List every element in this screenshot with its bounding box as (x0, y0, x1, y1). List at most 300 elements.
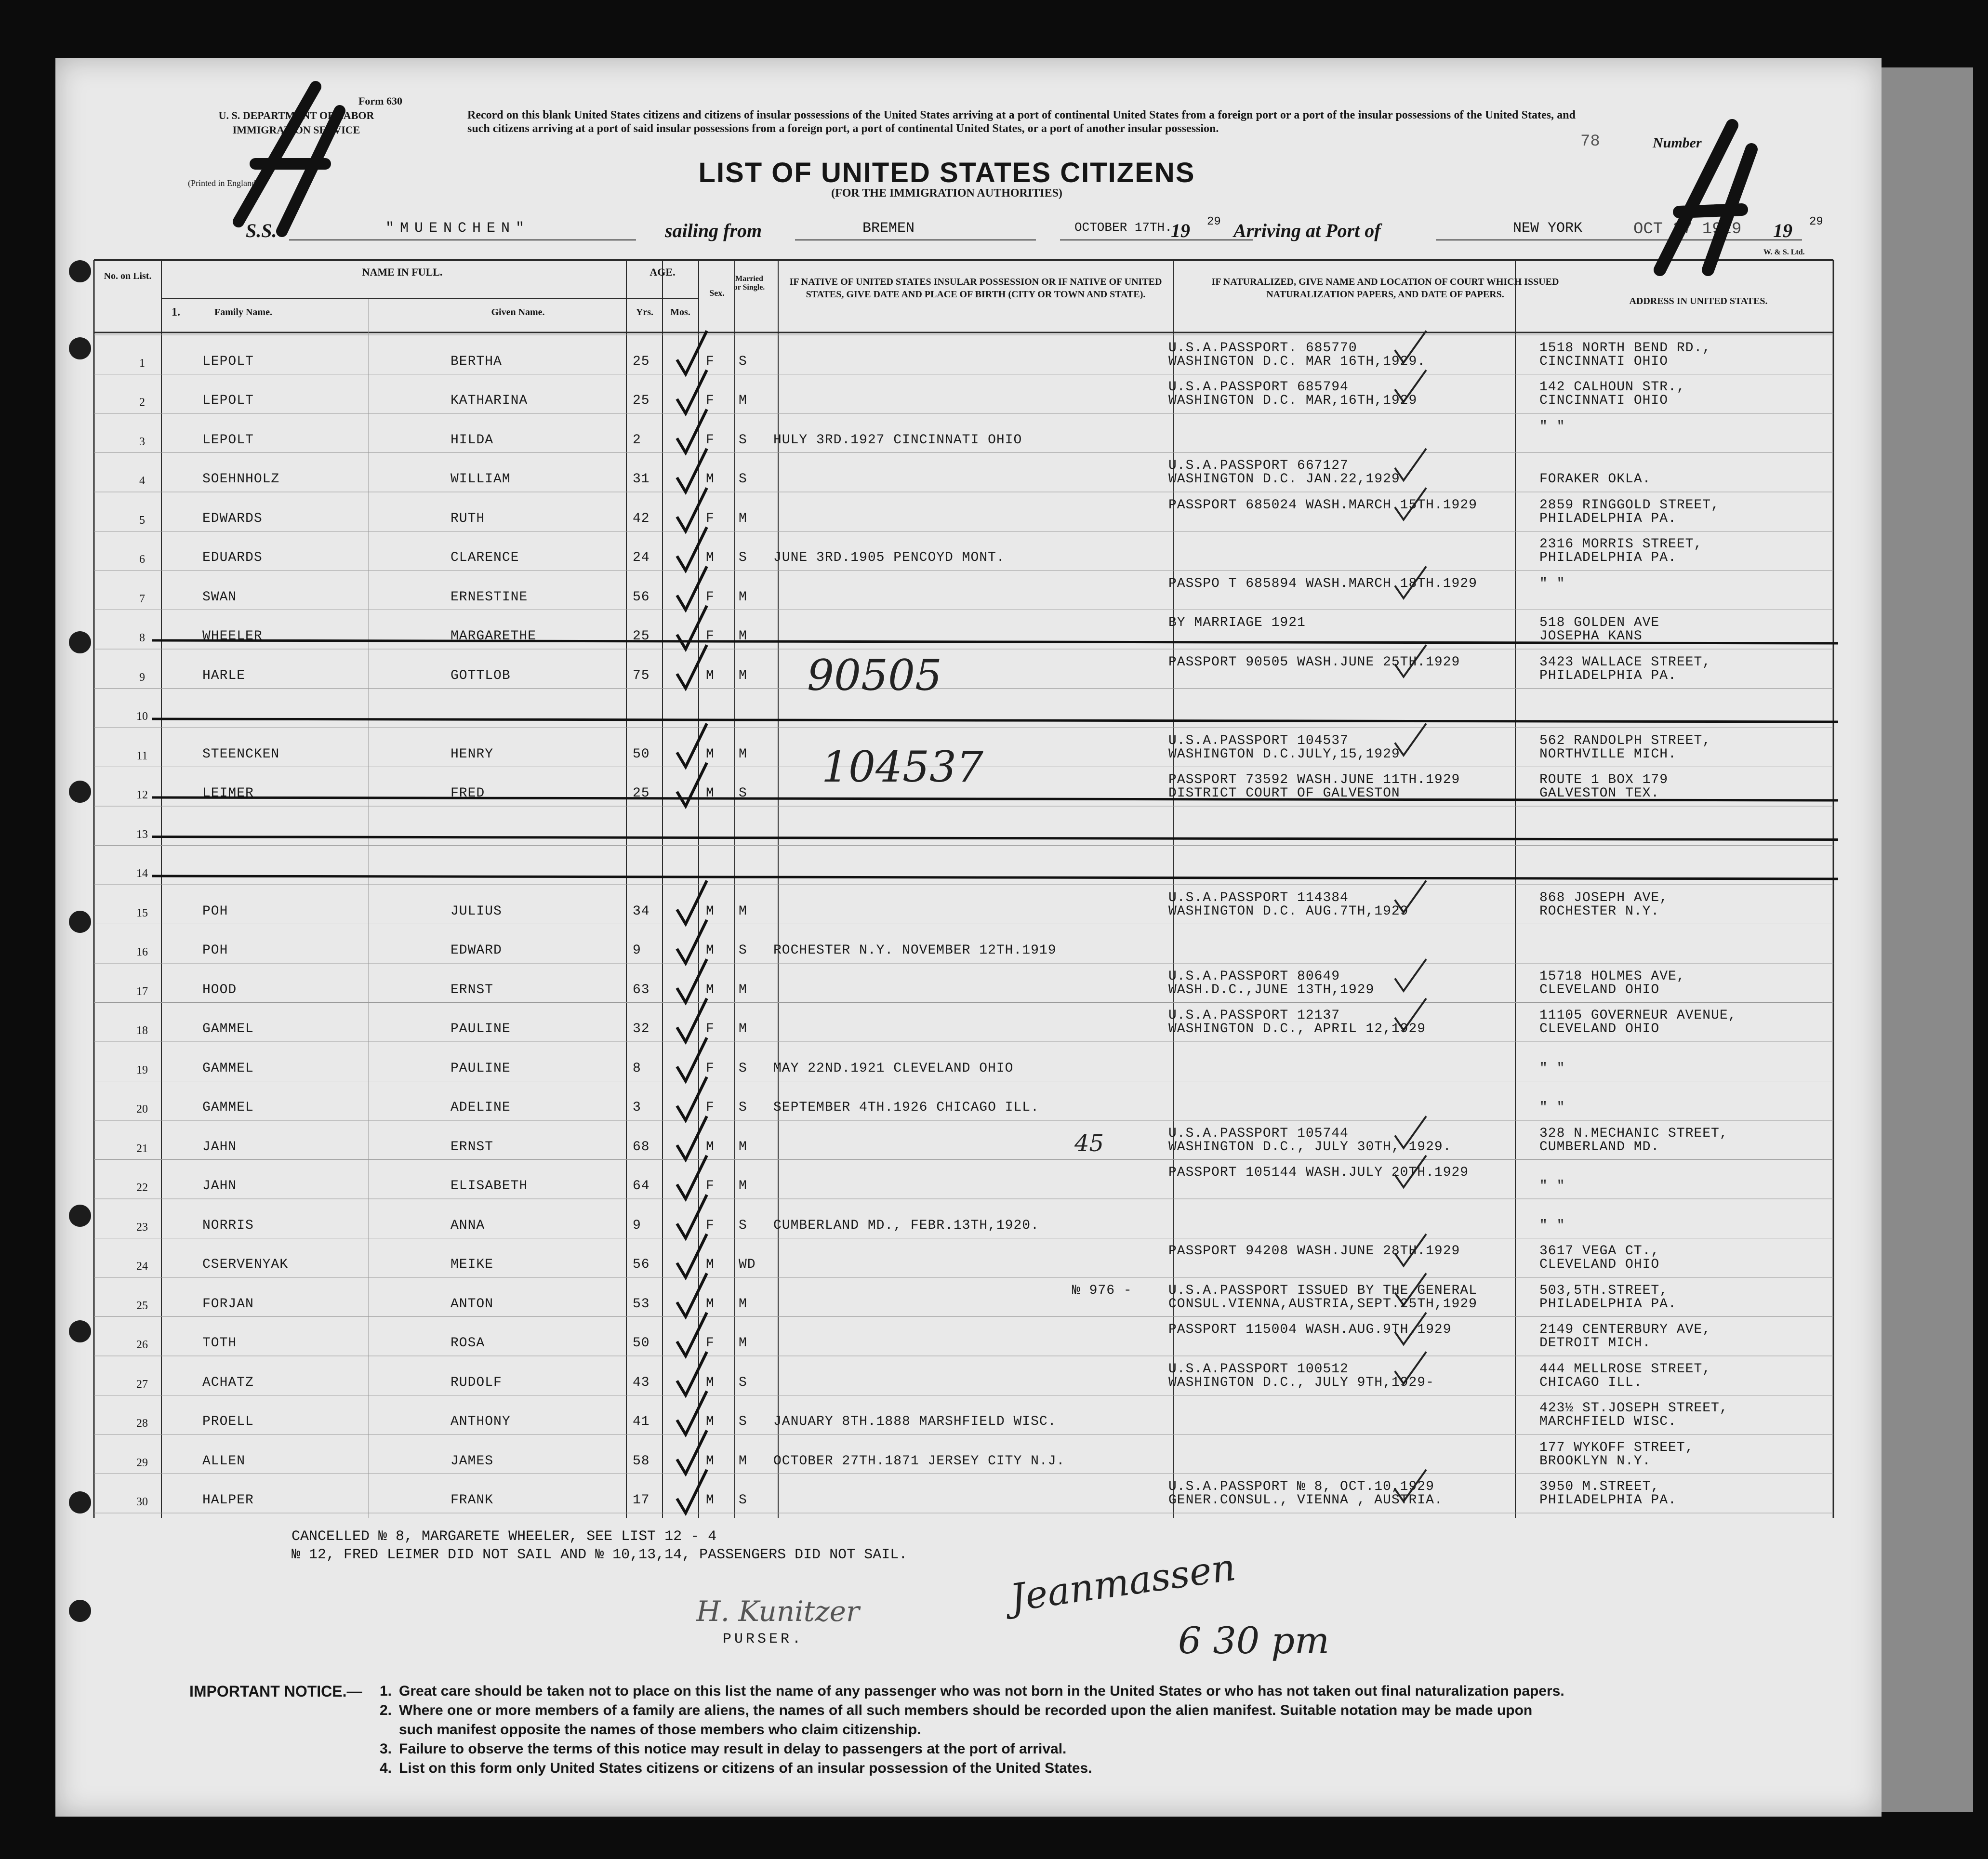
given-name: MEIKE (451, 1257, 494, 1272)
given-name: FRANK (451, 1493, 494, 1508)
family-name: ALLEN (202, 1453, 246, 1469)
address-line-2: CLEVELAND OHIO (1539, 1022, 1660, 1036)
check-mark (677, 331, 707, 374)
address-line-1: 868 JOSEPH AVE, (1539, 890, 1669, 905)
address-line-2: PHILADELPHIA PA. (1539, 1493, 1677, 1508)
naturalization-line-2: WASHINGTON D.C. AUG.7TH,1929 (1168, 903, 1409, 919)
age-years: 68 (633, 1139, 650, 1155)
address-line-2: GALVESTON TEX. (1539, 786, 1660, 801)
address-line-2: " " (1539, 1100, 1565, 1115)
address-line-1: 1518 NORTH BEND RD., (1539, 340, 1711, 356)
naturalization-line-1: U.S.A.PASSPORT 104537 (1168, 733, 1349, 748)
address-line-2: DETROIT MICH. (1539, 1336, 1651, 1351)
marital-status: S (739, 432, 747, 448)
family-name: PROELL (202, 1414, 254, 1429)
sex: F (706, 1179, 715, 1194)
row-number: 21 (136, 1142, 148, 1155)
address-line-1: 15718 HOLMES AVE, (1539, 969, 1685, 984)
age-years: 25 (633, 786, 650, 801)
handwritten-number-row9: 90505 (807, 651, 942, 700)
header-name-in-full: NAME IN FULL. (362, 266, 443, 278)
notice-label: IMPORTANT NOTICE.— (189, 1683, 362, 1700)
address-line-2: JOSEPHA KANS (1539, 629, 1643, 644)
row-number: 24 (136, 1260, 148, 1273)
address-line-2: FORAKER OKLA. (1539, 472, 1651, 487)
address-line-2: PHILADELPHIA PA. (1539, 511, 1677, 526)
check-mark (677, 1274, 707, 1317)
port-from: BREMEN (862, 220, 915, 237)
row-number: 4 (139, 475, 145, 487)
check-mark (677, 1155, 707, 1199)
marital-status: S (739, 354, 747, 369)
check-mark (677, 763, 707, 806)
department-name: U. S. DEPARTMENT OF LABOR (218, 109, 374, 121)
naturalization-line-1: U.S.A.PASSPORT 105744 (1168, 1126, 1349, 1141)
cancellation-note: CANCELLED № 8, MARGARETE WHEELER, SEE LIST 12 - 4 (292, 1528, 717, 1545)
address-line-1: 503,5TH.STREET, (1539, 1283, 1669, 1298)
row-number: 7 (139, 592, 145, 605)
sex: M (706, 472, 715, 487)
naturalization-prefix: № 976 - (1072, 1283, 1132, 1298)
naturalization-line-2: DISTRICT COURT OF GALVESTON (1168, 786, 1400, 801)
sex: M (706, 1453, 715, 1469)
family-name: GAMMEL (202, 1022, 254, 1036)
family-name: LEIMER (202, 786, 254, 801)
address-line-2: CLEVELAND OHIO (1539, 982, 1660, 997)
address-line-2: BROOKLYN N.Y. (1539, 1453, 1651, 1469)
row-number: 12 (136, 789, 148, 801)
row-number: 11 (136, 749, 148, 762)
address-line-1: 142 CALHOUN STR., (1539, 380, 1685, 395)
row-number: 19 (136, 1063, 148, 1076)
inspector-signature: Jeanmassen (1007, 1545, 1239, 1620)
sex: M (706, 1139, 715, 1155)
sex: F (706, 393, 715, 408)
naturalization-line-2: WASHINGTON D.C., JULY 30TH, 1929. (1168, 1139, 1452, 1155)
row-number: 14 (136, 867, 148, 880)
row-number: 23 (136, 1221, 148, 1234)
age-years: 9 (633, 1218, 641, 1233)
sex: F (706, 432, 715, 448)
age-years: 75 (633, 668, 650, 683)
handwritten-number-row21: 45 (1074, 1130, 1104, 1157)
marital-status: M (739, 1022, 747, 1036)
marital-status: S (739, 1061, 747, 1076)
handwritten-number-row11: 104537 (822, 742, 983, 792)
sex: F (706, 511, 715, 526)
naturalization-line-1: BY MARRIAGE 1921 (1168, 615, 1306, 630)
row-number: 18 (136, 1024, 148, 1037)
naturalization-line-1: U.S.A.PASSPORT 114384 (1168, 890, 1349, 905)
printed-in-note: (Printed in England (188, 178, 256, 188)
marital-status: M (739, 668, 747, 683)
given-name: ERNESTINE (451, 589, 528, 605)
naturalization-line-1: U.S.A.PASSPORT 667127 (1168, 458, 1349, 473)
marital-status: S (739, 1414, 747, 1429)
naturalization-line-1: PASSPORT 115004 WASH.AUG.9TH.1929 (1168, 1322, 1452, 1337)
naturalization-line-2: CONSUL.VIENNA,AUSTRIA,SEPT.25TH,1929 (1168, 1296, 1477, 1312)
marital-status: M (739, 982, 747, 997)
check-mark (677, 959, 707, 1003)
given-name: ROSA (451, 1336, 485, 1351)
check-mark (677, 1313, 707, 1356)
arriving-label: Arriving at Port of (1233, 220, 1381, 241)
birthplace: HULY 3RD.1927 CINCINNATI OHIO (773, 432, 1022, 448)
family-name: ACHATZ (202, 1375, 254, 1390)
row-number: 22 (136, 1182, 148, 1194)
check-mark (677, 998, 707, 1042)
row-number: 16 (136, 946, 148, 958)
address-line-1: 177 WYKOFF STREET, (1539, 1440, 1694, 1455)
sex: F (706, 1061, 715, 1076)
address-line-2: CINCINNATI OHIO (1539, 354, 1669, 369)
address-line-1: 3617 VEGA CT., (1539, 1244, 1660, 1259)
age-years: 63 (633, 982, 650, 997)
check-mark (677, 410, 707, 453)
given-name: ERNST (451, 982, 494, 997)
marital-status: S (739, 472, 747, 487)
row-number: 13 (136, 828, 148, 841)
arrival-date-stamp: OCT 27 1929 (1633, 220, 1742, 239)
family-name: LEPOLT (202, 393, 254, 408)
given-name: ANNA (451, 1218, 485, 1233)
year-prefix: 19 (1171, 220, 1190, 241)
check-mark (677, 920, 707, 963)
birthplace: ROCHESTER N.Y. NOVEMBER 12TH.1919 (773, 943, 1057, 958)
check-mark (677, 1038, 707, 1081)
naturalization-line-1: U.S.A.PASSPORT 100512 (1168, 1361, 1349, 1377)
row-number: 20 (136, 1103, 148, 1115)
address-line-2: CLEVELAND OHIO (1539, 1257, 1660, 1272)
sex: F (706, 1218, 715, 1233)
arrival-year-prefix: 19 (1773, 220, 1792, 241)
marital-status: S (739, 1218, 747, 1233)
given-name: HILDA (451, 432, 494, 448)
check-mark (677, 1470, 707, 1513)
sex: M (706, 982, 715, 997)
sex: F (706, 1022, 715, 1036)
check-mark (677, 1391, 707, 1434)
naturalization-line-2: GENER.CONSUL., VIENNA , AUSTRIA. (1168, 1493, 1443, 1508)
address-line-2: NORTHVILLE MICH. (1539, 746, 1677, 762)
row-number: 2 (139, 396, 145, 409)
family-name: SOEHNHOLZ (202, 472, 280, 487)
row-number: 9 (139, 671, 145, 684)
sex: M (706, 903, 715, 919)
address-line-2: PHILADELPHIA PA. (1539, 550, 1677, 565)
address-line-1: 3950 M.STREET, (1539, 1479, 1660, 1494)
given-name: RUDOLF (451, 1375, 502, 1390)
age-years: 9 (633, 943, 641, 958)
sex: M (706, 1296, 715, 1312)
row-number: 10 (136, 710, 148, 723)
sex: M (706, 1257, 715, 1272)
birthplace: CUMBERLAND MD., FEBR.13TH,1920. (773, 1218, 1039, 1233)
manifest-page (55, 58, 1882, 1817)
check-mark (677, 527, 707, 571)
family-name: SWAN (202, 589, 237, 605)
marital-status: M (739, 589, 747, 605)
row-number: 26 (136, 1339, 148, 1351)
family-name: GAMMEL (202, 1061, 254, 1076)
row-number: 27 (136, 1378, 148, 1391)
check-mark (677, 488, 707, 531)
naturalization-line-2: WASHINGTON D.C. JAN.22,1929 (1168, 472, 1400, 487)
naturalization-line-1: PASSPORT 105144 WASH.JULY 20TH.1929 (1168, 1165, 1469, 1180)
age-years: 43 (633, 1375, 650, 1390)
address-line-2: " " (1539, 1218, 1565, 1233)
family-name: EDWARDS (202, 511, 263, 526)
given-name: MARGARETHE (451, 629, 537, 644)
sex: M (706, 1375, 715, 1390)
check-mark (677, 1116, 707, 1160)
notice-item-number: 3. (380, 1741, 392, 1757)
family-name: JAHN (202, 1139, 237, 1155)
sex: F (706, 354, 715, 369)
purser-label: PURSER. (723, 1631, 804, 1647)
age-years: 53 (633, 1296, 650, 1312)
age-years: 50 (633, 746, 650, 762)
age-years: 34 (633, 903, 650, 919)
given-name: CLARENCE (451, 550, 519, 565)
given-name: HENRY (451, 746, 494, 762)
given-name: ANTHONY (451, 1414, 511, 1429)
family-name: LEPOLT (202, 354, 254, 369)
marital-status: S (739, 1493, 747, 1508)
check-mark (677, 606, 707, 649)
age-years: 25 (633, 629, 650, 644)
address-line-2: CHICAGO ILL. (1539, 1375, 1643, 1390)
header-given-name: Given Name. (491, 307, 545, 318)
family-name: LEPOLT (202, 432, 254, 448)
marital-status: M (739, 629, 747, 644)
check-mark (677, 724, 707, 767)
given-name: BERTHA (451, 354, 502, 369)
marital-status: M (739, 1296, 747, 1312)
marital-status: S (739, 550, 747, 565)
back-sheet-edge (1869, 67, 1973, 1812)
given-name: JULIUS (451, 903, 502, 919)
age-years: 24 (633, 550, 650, 565)
address-line-1: 423½ ST.JOSEPH STREET, (1539, 1401, 1728, 1416)
row-number: 3 (139, 435, 145, 448)
header-family-prefix: 1. (172, 306, 180, 319)
marital-status: M (739, 1139, 747, 1155)
family-name: GAMMEL (202, 1100, 254, 1115)
list-number-value: 78 (1580, 133, 1600, 151)
address-line-1: 3423 WALLACE STREET, (1539, 654, 1711, 670)
naturalization-line-1: U.S.A.PASSPORT ISSUED BY THE GENERAL (1168, 1283, 1477, 1298)
sex: F (706, 589, 715, 605)
naturalization-line-2: WASHINGTON D.C. MAR,16TH,1929 (1168, 393, 1418, 408)
header-no-on-list: No. on List. (104, 271, 152, 281)
row-number: 8 (139, 632, 145, 644)
header-native-birthplace: IF NATIVE OF UNITED STATES INSULAR POSSESSION OR IF NATIVE OF UNITED STATES, GIVE DATE AND PLACE OF BIRTH (CITY OR TOWN AND STATE). (789, 277, 1162, 300)
naturalization-line-1: U.S.A.PASSPORT. 685770 (1168, 340, 1357, 356)
naturalization-check-mark (1395, 959, 1426, 991)
age-years: 32 (633, 1022, 650, 1036)
given-name: ELISABETH (451, 1179, 528, 1194)
header-naturalization: IF NATURALIZED, GIVE NAME AND LOCATION OF COURT WHICH ISSUED NATURALIZATION PAPERS, AND DATE OF PAPERS. (1211, 277, 1559, 300)
address-line-1: " " (1539, 576, 1565, 591)
service-name: IMMIGRATION SERVICE (232, 124, 360, 136)
family-name: EDUARDS (202, 550, 263, 565)
page-title: LIST OF UNITED STATES CITIZENS (698, 157, 1195, 188)
sex: M (706, 943, 715, 958)
marital-status: M (739, 1179, 747, 1194)
sex: F (706, 1100, 715, 1115)
sex: M (706, 746, 715, 762)
given-name: KATHARINA (451, 393, 528, 408)
marital-status: WD (739, 1257, 756, 1272)
row-number: 15 (136, 906, 148, 919)
check-mark (677, 567, 707, 610)
given-name: FRED (451, 786, 485, 801)
address-line-1: ROUTE 1 BOX 179 (1539, 772, 1669, 787)
row-number: 1 (139, 357, 145, 370)
age-years: 25 (633, 354, 650, 369)
check-mark (677, 370, 707, 413)
address-line-1: " " (1539, 419, 1565, 434)
row-number: 29 (136, 1456, 148, 1469)
age-years: 31 (633, 472, 650, 487)
age-years: 41 (633, 1414, 650, 1429)
sailing-from-label: sailing from (665, 220, 762, 241)
naturalization-line-1: PASSPO T 685894 WASH.MARCH 18TH.1929 (1168, 576, 1477, 591)
given-name: WILLIAM (451, 472, 511, 487)
naturalization-line-1: U.S.A.PASSPORT 80649 (1168, 969, 1340, 984)
given-name: ADELINE (451, 1100, 511, 1115)
given-name: PAULINE (451, 1061, 511, 1076)
page-subtitle: (FOR THE IMMIGRATION AUTHORITIES) (831, 187, 1062, 199)
sex: M (706, 786, 715, 801)
header-family-name: Family Name. (214, 307, 272, 318)
age-years: 58 (633, 1453, 650, 1469)
notice-item-number: 4. (380, 1760, 392, 1776)
notice-item-text: Failure to observe the terms of this notice may result in delay to passengers at the port of arrival. (399, 1741, 1067, 1757)
list-number-label: Number (1653, 135, 1702, 151)
birthplace: SEPTEMBER 4TH.1926 CHICAGO ILL. (773, 1100, 1039, 1115)
marital-status: M (739, 393, 747, 408)
family-name: FORJAN (202, 1296, 254, 1312)
sex: M (706, 550, 715, 565)
address-line-2: " " (1539, 1061, 1565, 1076)
address-line-1: 562 RANDOLPH STREET, (1539, 733, 1711, 748)
naturalization-line-1: PASSPORT 73592 WASH.JUNE 11TH.1929 (1168, 772, 1460, 787)
birthplace: OCTOBER 27TH.1871 JERSEY CITY N.J. (773, 1453, 1065, 1469)
age-years: 56 (633, 1257, 650, 1272)
address-line-1: 518 GOLDEN AVE (1539, 615, 1660, 630)
address-line-2: ROCHESTER N.Y. (1539, 903, 1660, 919)
header-address: ADDRESS IN UNITED STATES. (1629, 296, 1768, 306)
sex: M (706, 1414, 715, 1429)
birthplace: JANUARY 8TH.1888 MARSHFIELD WISC. (773, 1414, 1057, 1429)
family-name: WHEELER (202, 629, 263, 644)
given-name: ERNST (451, 1139, 494, 1155)
address-line-1: 444 MELLROSE STREET, (1539, 1361, 1711, 1377)
family-name: HOOD (202, 982, 237, 997)
naturalization-line-2: WASHINGTON D.C., JULY 9TH,1929- (1168, 1375, 1434, 1390)
family-name: CSERVENYAK (202, 1257, 289, 1272)
family-name: HARLE (202, 668, 246, 683)
address-line-2: MARCHFIELD WISC. (1539, 1414, 1677, 1429)
intro-instructions: Record on this blank United States citizens and citizens of insular possessions of the United States arriving at a port of continental United States from a foreign port or a port of the insular possessions of the United States, and such citizens arriving at a port of said insular possessions from a foreign port, a port of continental United States, or a port of another insular possession. (467, 109, 1576, 135)
ship-prefix: S.S. (246, 220, 277, 241)
marital-status: S (739, 786, 747, 801)
given-name: PAULINE (451, 1022, 511, 1036)
purser-signature: H. Kunitzer (696, 1595, 860, 1628)
notice-item-text: Where one or more members of a family are aliens, the names of all such members should be recorded upon the alien manifest. Suitable notation may be made upon (399, 1702, 1533, 1718)
check-mark (677, 1195, 707, 1238)
address-line-2: PHILADELPHIA PA. (1539, 668, 1677, 683)
naturalization-line-2: WASHINGTON D.C.JULY,15,1929 (1168, 746, 1400, 762)
check-mark (677, 881, 707, 924)
age-years: 50 (633, 1336, 650, 1351)
age-years: 25 (633, 393, 650, 408)
marital-status: M (739, 511, 747, 526)
family-name: HALPER (202, 1493, 254, 1508)
naturalization-line-1: U.S.A.PASSPORT 12137 (1168, 1008, 1340, 1023)
notice-item-text: such manifest opposite the names of those members who claim citizenship. (399, 1722, 921, 1738)
address-line-1: 328 N.MECHANIC STREET, (1539, 1126, 1728, 1141)
check-mark (677, 1431, 707, 1474)
family-name: POH (202, 903, 228, 919)
naturalization-line-1: PASSPORT 90505 WASH.JUNE 25TH.1929 (1168, 654, 1460, 670)
row-number: 6 (139, 553, 145, 566)
sex: M (706, 668, 715, 683)
printer-mark: W. & S. Ltd. (1763, 248, 1805, 256)
given-name: JAMES (451, 1453, 494, 1469)
row-number: 5 (139, 514, 145, 527)
port-to: NEW YORK (1513, 220, 1583, 237)
naturalization-line-1: U.S.A.PASSPORT № 8, OCT.10,1929 (1168, 1479, 1434, 1494)
row-number: 17 (136, 985, 148, 998)
marital-status: M (739, 1453, 747, 1469)
naturalization-line-1: PASSPORT 94208 WASH.JUNE 28TH.1929 (1168, 1244, 1460, 1259)
arrival-year: 29 (1809, 215, 1823, 228)
check-mark (677, 645, 707, 689)
given-name: RUTH (451, 511, 485, 526)
age-years: 17 (633, 1493, 650, 1508)
form-number: Form 630 (358, 95, 402, 107)
marital-status: M (739, 1336, 747, 1351)
address-line-1: 11105 GOVERNEUR AVENUE, (1539, 1008, 1737, 1023)
check-mark (677, 449, 707, 492)
notice-item-text: Great care should be taken not to place on this list the name of any passenger who was not born in the United States or who has not taken out final naturalization papers. (399, 1683, 1564, 1699)
departure-year: 29 (1207, 215, 1221, 228)
family-name: POH (202, 943, 228, 958)
header-sex: Sex. (709, 288, 725, 298)
row-number: 30 (136, 1496, 148, 1508)
handwritten-time: 6 30 pm (1178, 1619, 1330, 1662)
notice-item-number: 1. (380, 1683, 392, 1699)
sex: M (706, 1493, 715, 1508)
marital-status: S (739, 943, 747, 958)
check-mark (677, 1234, 707, 1277)
row-number: 25 (136, 1299, 148, 1312)
header-married-single: Married or Single. (733, 275, 765, 292)
age-years: 42 (633, 511, 650, 526)
marital-status: S (739, 1375, 747, 1390)
family-name: STEENCKEN (202, 746, 280, 762)
sex: F (706, 1336, 715, 1351)
age-years: 2 (633, 432, 641, 448)
check-mark (677, 1352, 707, 1395)
naturalization-line-2: WASH.D.C.,JUNE 13TH,1929 (1168, 982, 1375, 997)
header-age-months: Mos. (670, 307, 690, 318)
naturalization-line-1: PASSPORT 685024 WASH.MARCH 15TH.1929 (1168, 497, 1477, 513)
given-name: EDWARD (451, 943, 502, 958)
